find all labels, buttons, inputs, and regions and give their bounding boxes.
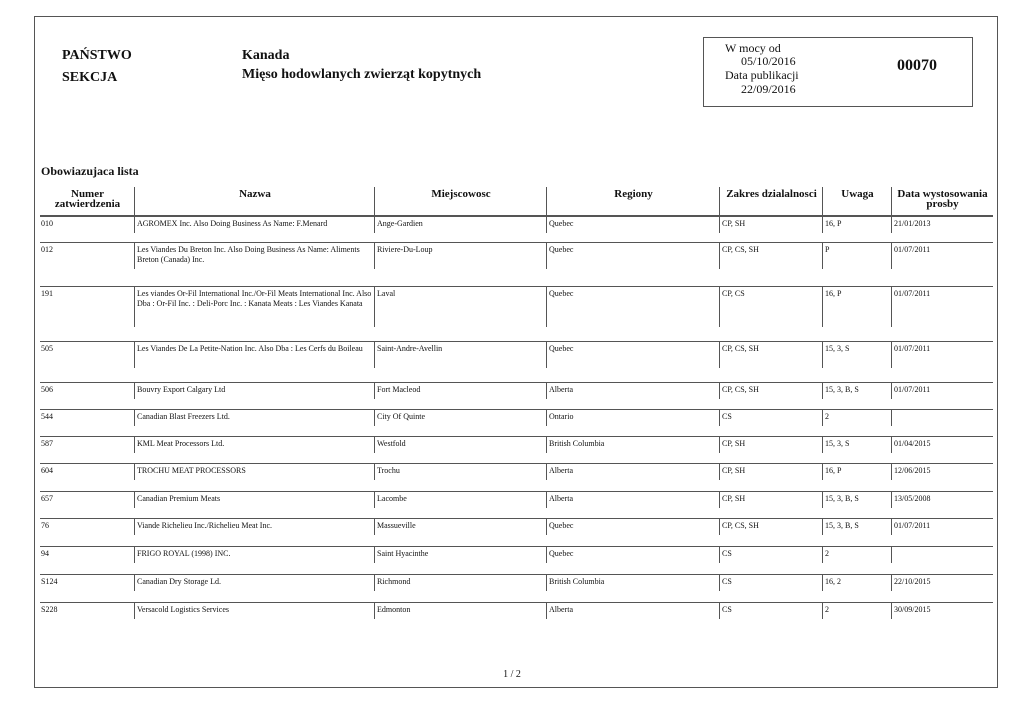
cell-separator xyxy=(719,547,720,563)
cell-separator xyxy=(822,383,823,399)
cell-number: 76 xyxy=(41,521,49,530)
country-value: Kanada xyxy=(242,48,290,63)
cell-separator xyxy=(546,243,547,269)
table-row xyxy=(40,242,993,269)
cell-region: Alberta xyxy=(549,385,573,394)
cell-separator xyxy=(546,287,547,327)
cell-date: 01/07/2011 xyxy=(894,521,931,530)
table-row xyxy=(40,286,993,327)
col-scope-header: Zakres dzialalnosci xyxy=(726,188,817,200)
cell-city: Riviere-Du-Loup xyxy=(377,245,433,254)
section-label: SEKCJA xyxy=(62,70,118,85)
cell-date: 01/07/2011 xyxy=(894,245,931,254)
header-separator xyxy=(822,187,823,215)
cell-city: Richmond xyxy=(377,577,411,586)
cell-separator xyxy=(891,464,892,480)
cell-scope: CP, CS, SH xyxy=(722,385,759,394)
cell-separator xyxy=(374,342,375,368)
cell-name: Bouvry Export Calgary Ltd xyxy=(137,385,226,394)
cell-name: Les Viandes De La Petite-Nation Inc. Also Dba : Les Cerfs du Boileau xyxy=(137,344,363,353)
cell-note: 2 xyxy=(825,412,829,421)
cell-separator xyxy=(891,217,892,233)
cell-separator xyxy=(719,575,720,591)
cell-separator xyxy=(546,519,547,535)
cell-city: Massueville xyxy=(377,521,416,530)
cell-city: Westfold xyxy=(377,439,406,448)
cell-name: Versacold Logistics Services xyxy=(137,605,229,614)
cell-separator xyxy=(134,287,135,327)
cell-separator xyxy=(719,492,720,508)
cell-scope: CP, SH xyxy=(722,219,746,228)
cell-separator xyxy=(891,437,892,453)
cell-separator xyxy=(134,437,135,453)
cell-number: 587 xyxy=(41,439,53,448)
cell-separator xyxy=(374,410,375,426)
cell-note: 15, 3, B, S xyxy=(825,494,859,503)
cell-city: Edmonton xyxy=(377,605,411,614)
cell-date: 01/07/2011 xyxy=(894,344,931,353)
header-separator xyxy=(546,187,547,215)
col-date-header: Data wystosowania prosby xyxy=(897,188,988,210)
page-number: 1 / 2 xyxy=(503,669,521,680)
cell-separator xyxy=(134,464,135,480)
cell-scope: CP, SH xyxy=(722,439,746,448)
document-number: 00070 xyxy=(897,57,937,74)
cell-city: Laval xyxy=(377,289,396,298)
cell-separator xyxy=(891,547,892,563)
table-row xyxy=(40,436,993,453)
header-separator xyxy=(719,187,720,215)
cell-number: 505 xyxy=(41,344,53,353)
cell-city: Fort Macleod xyxy=(377,385,421,394)
cell-separator xyxy=(374,492,375,508)
cell-separator xyxy=(374,217,375,233)
cell-scope: CP, SH xyxy=(722,494,746,503)
cell-separator xyxy=(134,217,135,233)
table-row xyxy=(40,602,993,619)
cell-separator xyxy=(822,547,823,563)
cell-separator xyxy=(719,383,720,399)
cell-scope: CS xyxy=(722,549,732,558)
cell-separator xyxy=(891,519,892,535)
table-row xyxy=(40,463,993,480)
cell-date: 22/10/2015 xyxy=(894,577,931,586)
cell-separator xyxy=(134,603,135,619)
cell-name: Viande Richelieu Inc./Richelieu Meat Inc. xyxy=(137,521,273,530)
cell-note: P xyxy=(825,245,830,254)
cell-note: 16, P xyxy=(825,466,842,475)
cell-note: 15, 3, B, S xyxy=(825,385,859,394)
cell-date: 01/04/2015 xyxy=(894,439,931,448)
cell-separator xyxy=(822,342,823,368)
list-title: Obowiazujaca lista xyxy=(41,164,139,178)
cell-number: 191 xyxy=(41,289,53,298)
cell-separator xyxy=(891,603,892,619)
cell-region: British Columbia xyxy=(549,577,605,586)
cell-scope: CP, CS, SH xyxy=(722,521,759,530)
cell-separator xyxy=(374,437,375,453)
col-city-header: Miejscowosc xyxy=(431,188,491,200)
cell-separator xyxy=(891,342,892,368)
published-label: Data publikacji xyxy=(725,68,799,82)
cell-note: 15, 3, S xyxy=(825,344,850,353)
table-row xyxy=(40,518,993,535)
cell-date: 13/05/2008 xyxy=(894,494,931,503)
cell-note: 15, 3, S xyxy=(825,439,850,448)
cell-region: British Columbia xyxy=(549,439,605,448)
col-note-header: Uwaga xyxy=(841,188,874,200)
cell-region: Quebec xyxy=(549,289,574,298)
cell-separator xyxy=(891,492,892,508)
cell-scope: CP, CS xyxy=(722,289,745,298)
cell-scope: CS xyxy=(722,412,732,421)
cell-region: Alberta xyxy=(549,466,573,475)
cell-city: Saint-Andre-Avellin xyxy=(377,344,443,353)
table-row xyxy=(40,574,993,591)
cell-separator xyxy=(134,243,135,269)
cell-note: 2 xyxy=(825,605,829,614)
cell-region: Quebec xyxy=(549,245,574,254)
cell-number: 506 xyxy=(41,385,53,394)
cell-note: 16, P xyxy=(825,219,842,228)
cell-separator xyxy=(134,547,135,563)
cell-city: Lacombe xyxy=(377,494,407,503)
cell-separator xyxy=(546,575,547,591)
cell-scope: CP, SH xyxy=(722,466,746,475)
cell-separator xyxy=(719,342,720,368)
cell-name: Canadian Blast Freezers Ltd. xyxy=(137,412,230,421)
cell-separator xyxy=(546,603,547,619)
cell-separator xyxy=(891,575,892,591)
table-row xyxy=(40,216,993,233)
table-row xyxy=(40,409,993,426)
col-number-header: Numer zatwierdzenia xyxy=(54,188,121,210)
effective-label: W mocy od xyxy=(725,41,781,55)
cell-region: Alberta xyxy=(549,605,573,614)
cell-number: 012 xyxy=(41,245,53,254)
cell-separator xyxy=(374,603,375,619)
cell-region: Quebec xyxy=(549,521,574,530)
cell-separator xyxy=(546,217,547,233)
cell-city: Ange-Gardien xyxy=(377,219,423,228)
cell-note: 16, P xyxy=(825,289,842,298)
cell-separator xyxy=(822,437,823,453)
cell-separator xyxy=(822,410,823,426)
cell-note: 15, 3, B, S xyxy=(825,521,859,530)
cell-separator xyxy=(546,547,547,563)
cell-note: 2 xyxy=(825,549,829,558)
cell-number: 94 xyxy=(41,549,49,558)
cell-separator xyxy=(719,519,720,535)
cell-date xyxy=(892,547,993,549)
cell-region: Alberta xyxy=(549,494,573,503)
cell-name: FRIGO ROYAL (1998) INC. xyxy=(137,549,231,558)
header-separator xyxy=(134,187,135,215)
cell-separator xyxy=(546,383,547,399)
cell-separator xyxy=(822,575,823,591)
cell-separator xyxy=(822,464,823,480)
cell-note: 16, 2 xyxy=(825,577,841,586)
cell-separator xyxy=(134,410,135,426)
cell-separator xyxy=(719,243,720,269)
cell-separator xyxy=(374,547,375,563)
cell-separator xyxy=(891,383,892,399)
published-date: 22/09/2016 xyxy=(741,82,796,96)
cell-separator xyxy=(891,410,892,426)
cell-name: AGROMEX Inc. Also Doing Business As Name: F.Menard xyxy=(137,219,328,228)
cell-region: Quebec xyxy=(549,344,574,353)
cell-separator xyxy=(891,243,892,269)
table-row xyxy=(40,341,993,368)
cell-region: Ontario xyxy=(549,412,574,421)
cell-scope: CP, CS, SH xyxy=(722,344,759,353)
cell-separator xyxy=(374,464,375,480)
cell-separator xyxy=(719,410,720,426)
cell-name: TROCHU MEAT PROCESSORS xyxy=(137,466,246,475)
cell-separator xyxy=(546,492,547,508)
cell-number: S124 xyxy=(41,577,58,586)
table-row xyxy=(40,546,993,563)
cell-separator xyxy=(374,287,375,327)
cell-separator xyxy=(822,217,823,233)
cell-separator xyxy=(822,519,823,535)
cell-separator xyxy=(374,243,375,269)
cell-separator xyxy=(374,383,375,399)
cell-number: 010 xyxy=(41,219,53,228)
country-label: PAŃSTWO xyxy=(62,48,132,63)
cell-separator xyxy=(719,217,720,233)
section-value: Mięso hodowlanych zwierząt kopytnych xyxy=(242,67,482,82)
cell-date: 30/09/2015 xyxy=(894,605,931,614)
cell-scope: CP, CS, SH xyxy=(722,245,759,254)
effective-date: 05/10/2016 xyxy=(741,54,796,68)
cell-separator xyxy=(822,243,823,269)
cell-separator xyxy=(822,287,823,327)
cell-number: 604 xyxy=(41,466,53,475)
cell-separator xyxy=(822,492,823,508)
cell-region: Quebec xyxy=(549,549,574,558)
cell-number: 657 xyxy=(41,494,53,503)
cell-name: Canadian Premium Meats xyxy=(137,494,221,503)
cell-separator xyxy=(546,437,547,453)
cell-name: Canadian Dry Storage Ld. xyxy=(137,577,221,586)
table-row xyxy=(40,382,993,399)
col-region-header: Regiony xyxy=(614,188,653,200)
cell-separator xyxy=(822,603,823,619)
header-separator xyxy=(374,187,375,215)
cell-date xyxy=(892,410,993,412)
cell-date: 21/01/2013 xyxy=(894,219,931,228)
cell-name: KML Meat Processors Ltd. xyxy=(137,439,225,448)
cell-region: Quebec xyxy=(549,219,574,228)
cell-separator xyxy=(134,342,135,368)
cell-separator xyxy=(546,410,547,426)
cell-separator xyxy=(891,287,892,327)
cell-name: Les Viandes Du Breton Inc. Also Doing Business As Name: Aliments Breton (Canada) Inc. xyxy=(137,245,360,264)
cell-city: Saint Hyacinthe xyxy=(377,549,429,558)
table-row xyxy=(40,491,993,508)
header-separator xyxy=(891,187,892,215)
cell-separator xyxy=(374,575,375,591)
cell-separator xyxy=(719,603,720,619)
cell-separator xyxy=(719,287,720,327)
cell-separator xyxy=(546,342,547,368)
cell-scope: CS xyxy=(722,577,732,586)
cell-city: City Of Quinte xyxy=(377,412,425,421)
cell-date: 01/07/2011 xyxy=(894,385,931,394)
cell-separator xyxy=(134,519,135,535)
cell-date: 01/07/2011 xyxy=(894,289,931,298)
cell-separator xyxy=(374,519,375,535)
cell-separator xyxy=(719,437,720,453)
cell-number: S228 xyxy=(41,605,58,614)
cell-separator xyxy=(546,464,547,480)
col-name-header: Nazwa xyxy=(239,188,271,200)
publication-info-box xyxy=(703,37,973,107)
cell-date: 12/06/2015 xyxy=(894,466,931,475)
cell-city: Trochu xyxy=(377,466,400,475)
cell-separator xyxy=(719,464,720,480)
cell-name: Les viandes Or-Fil International Inc./Or-Fil Meats International Inc. Also Dba : Or-Fil Inc. : Deli-Porc Inc. : Kanata Meats : Les Viandes Kanata xyxy=(137,289,372,308)
cell-scope: CS xyxy=(722,605,732,614)
cell-number: 544 xyxy=(41,412,53,421)
cell-separator xyxy=(134,492,135,508)
cell-separator xyxy=(134,575,135,591)
cell-separator xyxy=(134,383,135,399)
